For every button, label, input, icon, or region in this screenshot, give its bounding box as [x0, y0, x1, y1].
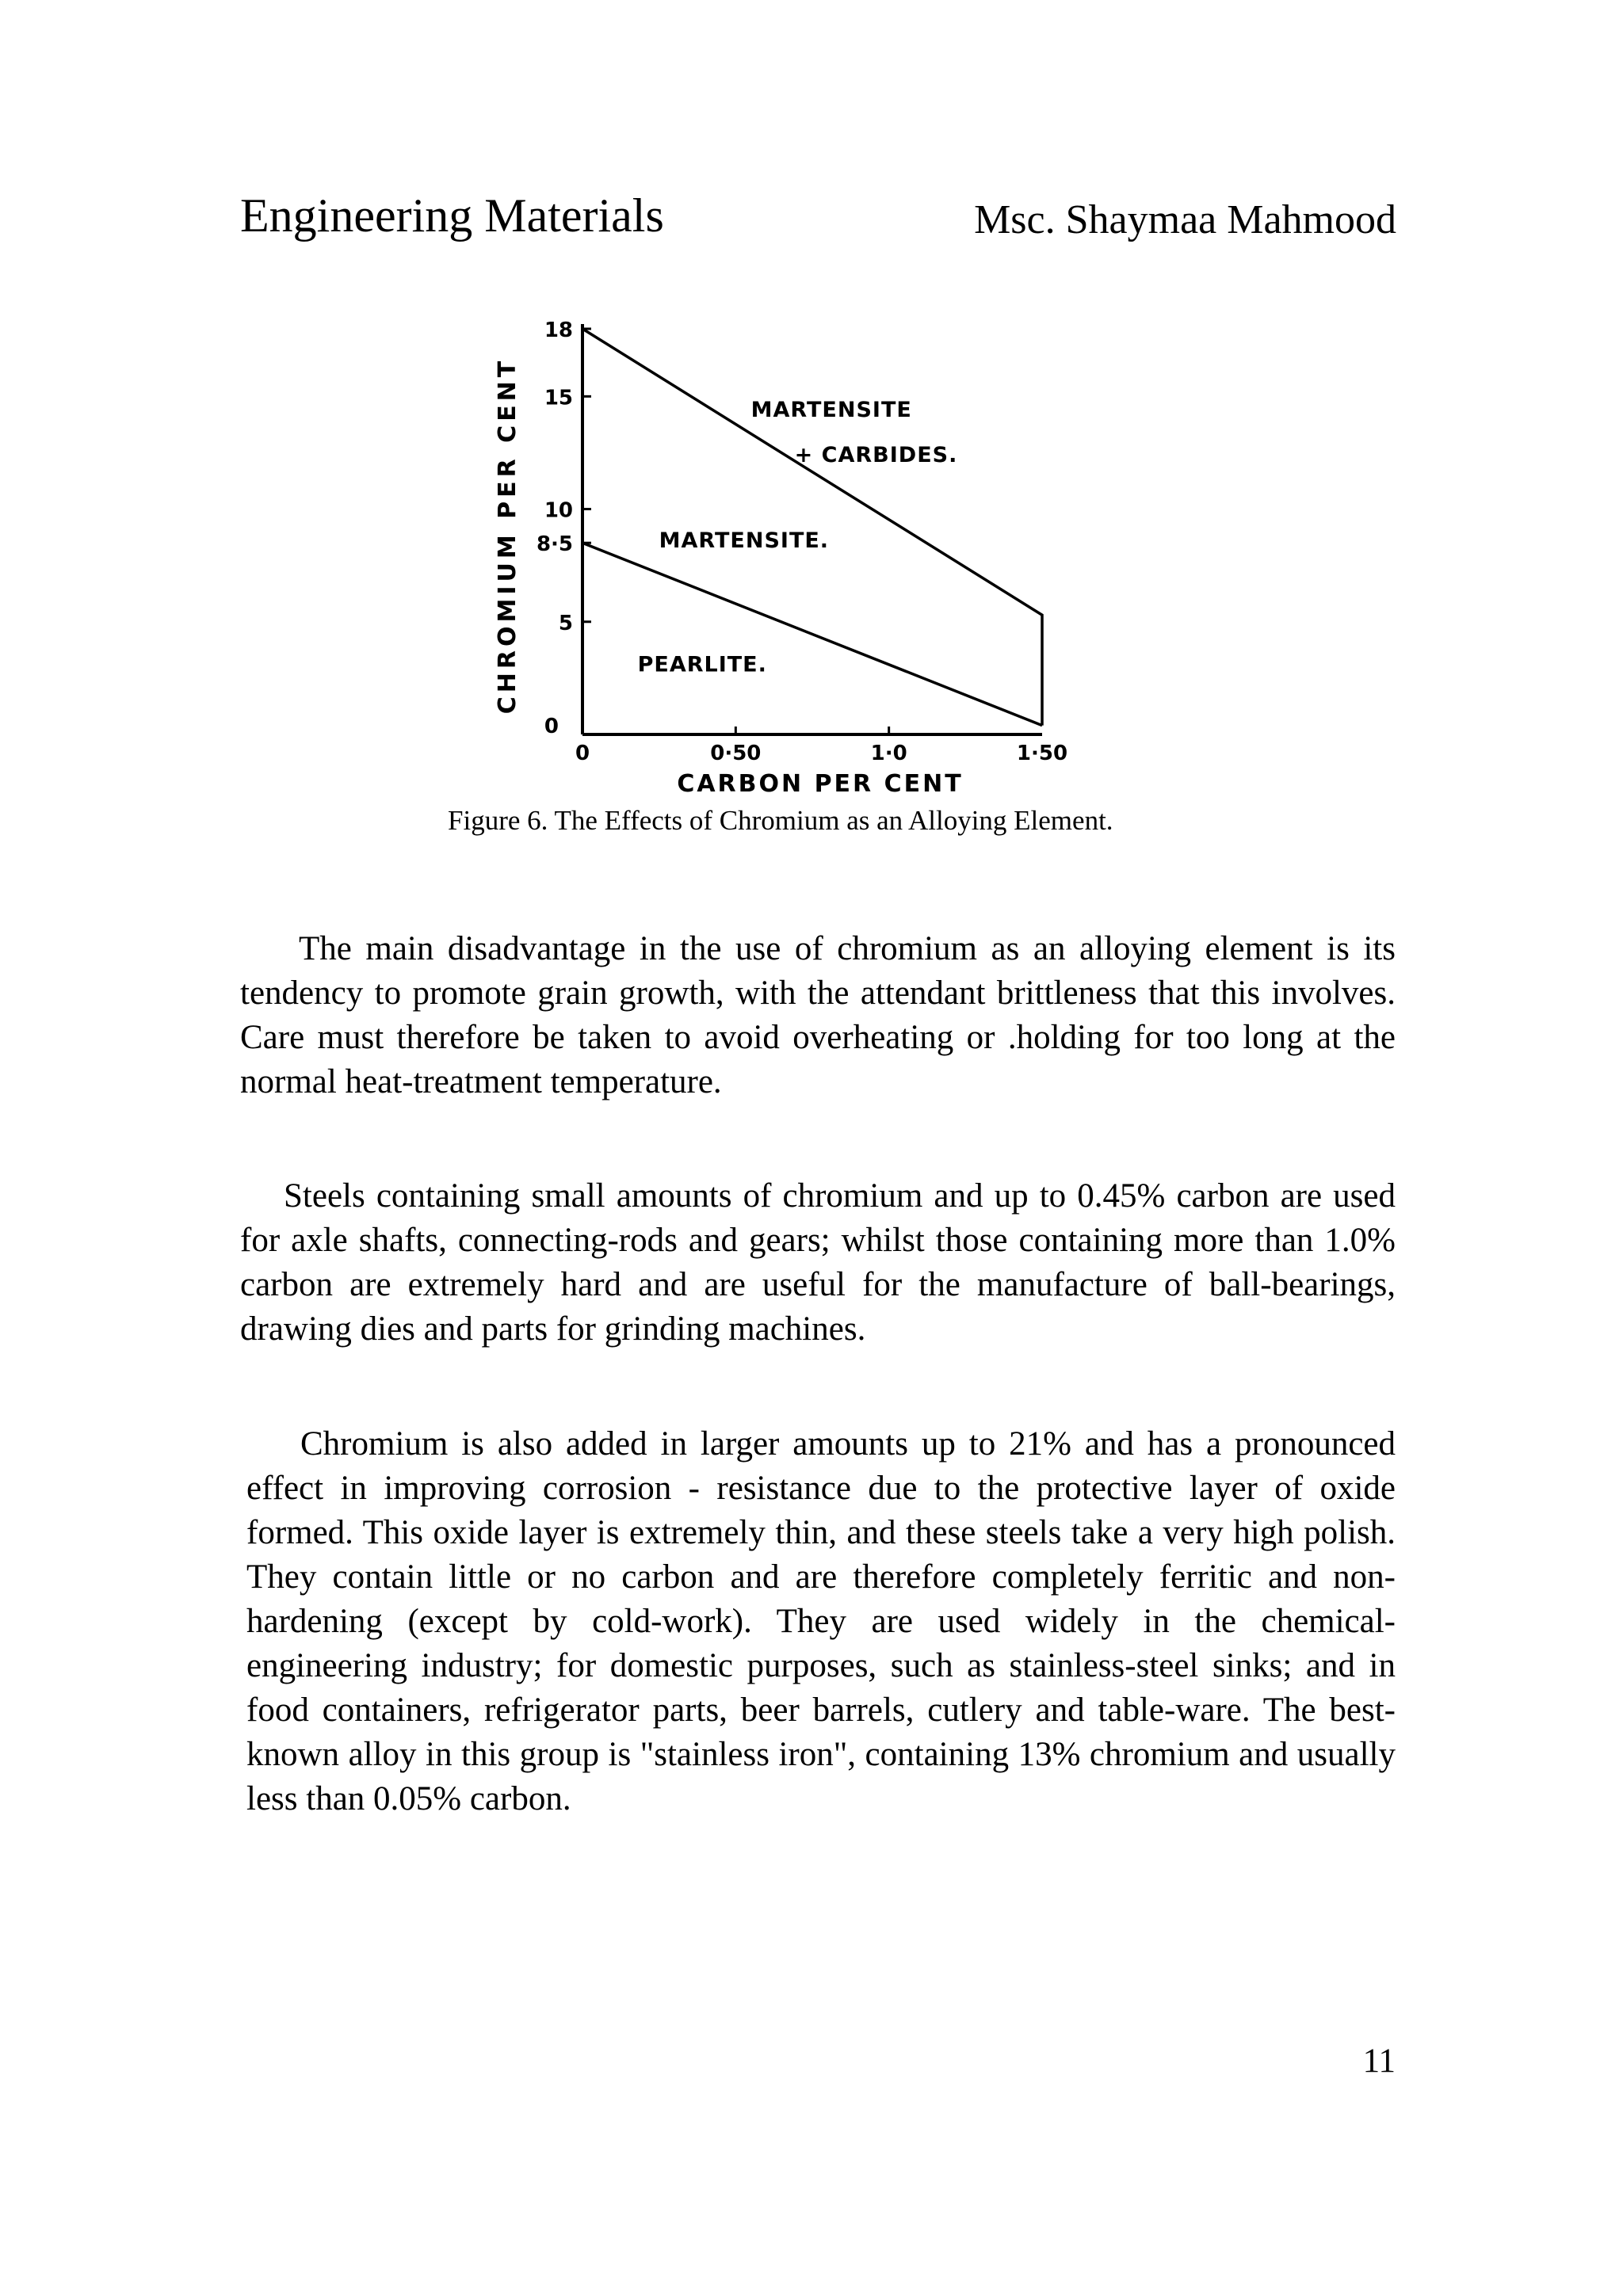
paragraph-1: The main disadvantage in the use of chromium as an alloying element is its tendency to promote grain growth, with the attendant brittleness that this involves. Care must therefore be taken to avoid overheating or .holding for too long at the normal heat-treatment temperature. [240, 930, 1396, 1100]
region-label: + CARBIDES. [794, 442, 958, 467]
y-tick-label: 5 [558, 611, 573, 635]
region-label: PEARLITE. [637, 652, 767, 677]
region-label: MARTENSITE. [659, 528, 830, 553]
x-tick-label: 0·50 [710, 742, 762, 765]
y-axis-label: CHROMIUM PER CENT [494, 357, 521, 715]
y-tick-label: 10 [544, 498, 573, 523]
page-number: 11 [1362, 2042, 1396, 2080]
paragraph-2: Steels containing small amounts of chromium and up to 0.45% carbon are used for axle shafts, connecting-rods and gears; whilst those containing more than 1.0% carbon are extremely hard and are useful for the manufacture of ball-bearings, drawing dies and parts for grinding machines. [240, 1177, 1396, 1348]
header-author: Msc. Shaymaa Mahmood [974, 197, 1396, 242]
y-tick-label: 0 [544, 715, 559, 738]
paragraph-3: Chromium is also added in larger amounts up to 21% and has a pronounced effect in improving corrosion - resistance due to the protective layer of oxide formed. This oxide layer is extremely thin, and these steels take a very high polish. They contain little or no carbon and are therefore completely ferritic and non-hardening (except by cold-work). They are used widely in the chemical- engineering industry; for domestic purposes, such as stainless-steel sinks; and in food containers, refrigerator parts, beer barrels, cutlery and table-ware. The best-known alloy in this group is "stainless iron", containing 13% chromium and usually less than 0.05% carbon. [246, 1425, 1396, 1817]
x-axis-label: CARBON PER CENT [677, 770, 964, 798]
chart-svg [475, 305, 1078, 812]
region-label: MARTENSITE [750, 397, 912, 422]
header-title: Engineering Materials [240, 189, 664, 242]
x-tick-label: 0 [575, 742, 590, 765]
x-tick-label: 1·50 [1016, 742, 1068, 765]
lower-boundary-line [582, 543, 1042, 725]
figure-caption: Figure 6. The Effects of Chromium as an Alloying Element. [448, 805, 1113, 836]
y-tick-label: 18 [544, 318, 573, 342]
x-tick-label: 1·0 [870, 742, 907, 765]
chromium-chart [475, 305, 1078, 812]
y-tick-label: 8·5 [536, 532, 573, 557]
y-tick-label: 15 [544, 386, 573, 410]
